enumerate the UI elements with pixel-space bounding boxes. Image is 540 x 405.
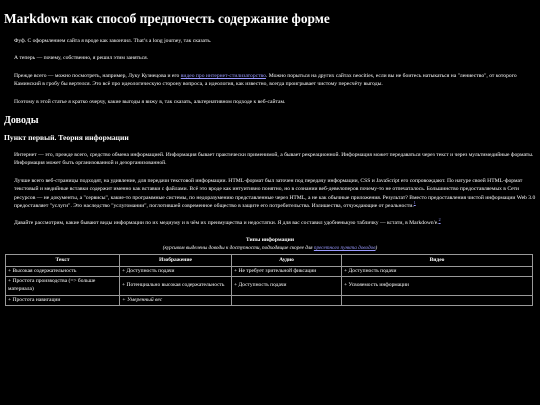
table-cell: + Простота производства (=> больше материала) — [6, 277, 120, 295]
table-cell: + Потенциально высокая содержательность — [120, 277, 232, 295]
table-cell — [342, 295, 533, 306]
table-cell: + Доступность подачи — [232, 277, 342, 295]
paragraph-6-text: Лучше всего веб-страницы подходят, на удивление, для передачи текстовой информации. HTML-формат был заточен под передачу информации, CSS и JavaScript его сопровождают. По натуре своей HTML-формат текстовый и медийные вставки содержит именно как вставки с файлами. Всё это вроде как интуитивно понятно, но в сознании веб-девелоперов почему-то не отпечаталось. Большинство предоставляемых в Сети ресурсов — не документы, а "сервисы", какие-то программные системы, по недоразумению представленные через HTML, а не как обычные приложения. Результат? Вместо предоставления чистой информации Web 3.0 предоставляет "услуги". Это наследство "услугомании", поглотившей современное общество в защите его потребительства. Излишества, отчуждающие от реальности. — [14, 177, 536, 210]
header-video: Видео — [342, 254, 533, 266]
paragraph-7-text: Давайте рассмотрим, какие бывают виды информации по их медиуму и в чём их преимущества и недостатки. Я для вас составил удобненькую табличку — кстати, в Markdown'е. — [14, 220, 439, 227]
table-row — [6, 277, 533, 295]
table-cell: + Простота навигации — [6, 295, 120, 306]
subsection-heading: Пункт первый. Теория информации — [4, 133, 129, 143]
footnote-2-link[interactable]: 2 — [438, 217, 441, 223]
table-subtitle-end: ) — [375, 244, 378, 251]
table-subtitle — [4, 245, 536, 251]
info-types-table — [5, 254, 533, 306]
paragraph-6 — [14, 177, 536, 211]
table-cell: + Высокая содержательность — [6, 266, 120, 277]
header-text: Текст — [6, 254, 120, 266]
section-heading: Доводы — [4, 115, 39, 127]
header-audio: Аудио — [232, 254, 342, 266]
table-title: Типы информации — [245, 236, 295, 243]
paragraph-3-text-start: Прежде всего — можно посмотреть, например, Луку Кузнецова и его — [14, 72, 181, 79]
paragraph-7 — [14, 219, 536, 227]
table-cell: + Доступность подачи — [120, 266, 232, 277]
video-link[interactable]: видео про интернет-стилизаторство — [180, 72, 266, 79]
header-image: Изображение — [120, 254, 232, 266]
table-subtitle-link[interactable]: пресетного пункта доводов — [313, 244, 376, 251]
paragraph-4: Поэтому в этой статье я кратко очерчу, какие выгоды я вижу в, так сказать, альтернативном подходе к веб-сайтам. — [14, 98, 286, 105]
paragraph-3 — [14, 72, 536, 89]
table-cell: + Доступность подачи — [342, 266, 533, 277]
table-row — [6, 295, 533, 306]
table-subtitle-start: (курсивом выделены доводы к доступности, подходящие скорее для — [162, 244, 314, 251]
footnote-1-link[interactable]: 1 — [413, 200, 416, 206]
table-cell: + Усвояемость информации — [342, 277, 533, 295]
table-row — [6, 266, 533, 277]
page-title: Markdown как способ предпочесть содержание форме — [4, 11, 330, 26]
intro-paragraph-2: А теперь — почему, собственно, я решил этим заняться. — [14, 55, 149, 62]
table-header-row — [6, 254, 533, 266]
table-cell — [232, 295, 342, 306]
table-cell: + Умеренный вес — [120, 295, 232, 306]
paragraph-5: Интернет — это, прежде всего, средство обмена информацией. Информация бывает практически применимой, а бывает рекреационной. Информация может передаваться через текст и через мультимедийные форматы. Информация может быть организованной и дезорганизованной. — [14, 152, 534, 167]
intro-paragraph-1: Фуф. С оформлением сайта я вроде как закончил. That’s a long journey, так сказать. — [14, 38, 212, 44]
table-cell: + Не требует зрительной фиксации — [232, 266, 342, 277]
paragraph-3-text-end: . Можно порыться на других сайтах neocities, если вы не боитесь натыкаться на "лениество", от которого Каминский в гробу бы вертелся. Это всё про идеологическую сторону вопроса, а идеология, как известно, всегда проигрывает чистому пересчёту выгоды. — [14, 72, 517, 88]
